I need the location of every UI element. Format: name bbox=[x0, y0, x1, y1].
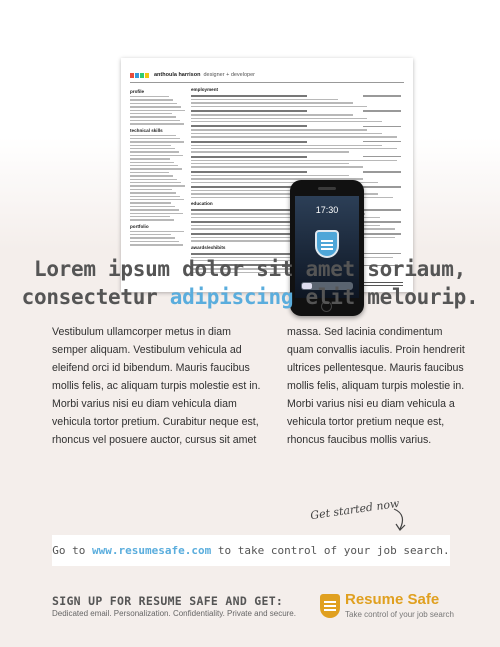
resume-header bbox=[130, 72, 255, 78]
resume-text-line bbox=[130, 199, 184, 200]
resume-text-line bbox=[130, 162, 174, 163]
resume-section-heading: portfolio bbox=[130, 223, 149, 229]
arrow-down-icon bbox=[390, 507, 412, 533]
resume-entry bbox=[191, 110, 401, 112]
resume-entry bbox=[191, 156, 401, 158]
resume-name: anthoula harrison bbox=[154, 72, 201, 78]
resume-text-line bbox=[130, 123, 184, 124]
resume-text-line bbox=[130, 141, 184, 142]
resume-text-line bbox=[130, 168, 182, 169]
logo-shield-icon bbox=[320, 594, 340, 618]
resume-text-line bbox=[130, 202, 171, 203]
color-block bbox=[135, 73, 139, 78]
resume-text-line bbox=[130, 110, 185, 111]
resume-text-line bbox=[191, 114, 353, 115]
resume-text-line bbox=[130, 241, 179, 242]
resume-text-line bbox=[130, 216, 170, 217]
resume-divider bbox=[130, 82, 404, 83]
body-column-right: massa. Sed lacinia condimentum quam convallis iaculis. Proin hendrerit ultrices pellentesque. Mauris faucibus mollis felis, aliquam turpis molestie in. Morbi varius nisi eu diam vehicula a vehicula tortor pretium neque est, rhoncus faucibus mollis varius. bbox=[287, 326, 465, 446]
website-link[interactable]: www.resumesafe.com bbox=[92, 544, 212, 557]
resume-text-line bbox=[130, 196, 180, 197]
resume-text-line bbox=[130, 213, 183, 214]
resume-text-line bbox=[130, 96, 169, 97]
resume-text-line bbox=[130, 209, 179, 210]
resume-text-line bbox=[191, 129, 367, 130]
go-text: to take control of your job search. bbox=[211, 544, 450, 557]
resume-safe-logo bbox=[320, 591, 454, 619]
resume-text-line bbox=[130, 237, 175, 238]
resume-text-line bbox=[191, 163, 349, 164]
resume-text-line bbox=[130, 158, 170, 159]
resume-left-column bbox=[130, 86, 186, 246]
resume-text-line bbox=[130, 179, 177, 180]
resume-section-heading: technical skills bbox=[130, 127, 163, 133]
resume-text-line bbox=[130, 175, 173, 176]
phone-time: 17:30 bbox=[315, 205, 339, 215]
resume-text-line bbox=[191, 102, 353, 103]
color-blocks bbox=[130, 73, 150, 78]
resume-text-line bbox=[191, 175, 349, 176]
go-banner bbox=[52, 535, 450, 566]
resume-text-line bbox=[130, 189, 172, 190]
resume-text-line bbox=[191, 133, 382, 134]
resume-text-line bbox=[130, 148, 175, 149]
resume-text-line bbox=[191, 106, 367, 107]
resume-text-line bbox=[191, 136, 397, 137]
resume-text-line bbox=[191, 148, 397, 149]
headline bbox=[0, 255, 500, 311]
resume-text-line bbox=[191, 118, 367, 119]
resume-text-line bbox=[191, 160, 397, 161]
resume-text-line bbox=[130, 103, 177, 104]
body-column-left: Vestibulum ullamcorper metus in diam semper aliquam. Vestibulum vehicula ad eleifend orci id bibendum. Mauris faucibus mollis felis, ac aliquam turpis molestie est in. Morbi varius nisi eu diam vehicula diam vehicula tortor pretium. Curabitur neque est, rhoncus vel posuere auctor, cursus sit amet bbox=[52, 326, 261, 446]
resume-text-line bbox=[130, 113, 172, 114]
resume-text-line bbox=[130, 135, 176, 136]
resume-text-line bbox=[130, 145, 171, 146]
resume-text-line bbox=[191, 151, 349, 152]
resume-text-line bbox=[130, 138, 180, 139]
resume-text-line bbox=[191, 99, 338, 100]
headline-text: elit melourip. bbox=[293, 285, 479, 309]
phone-speaker bbox=[318, 187, 336, 190]
resume-text-line bbox=[130, 172, 169, 173]
headline-accent: adipiscing bbox=[169, 285, 294, 309]
resume-text-line bbox=[130, 192, 176, 193]
resume-section-heading: awards/exhibits bbox=[191, 244, 226, 250]
resume-text-line bbox=[130, 234, 171, 235]
resume-text-line bbox=[130, 155, 183, 156]
resume-text-line bbox=[191, 166, 363, 167]
color-block bbox=[130, 73, 134, 78]
resume-entry bbox=[191, 171, 401, 173]
resume-text-line bbox=[130, 231, 184, 232]
headline-line-1: Lorem ipsum dolor sit amet soriaum, bbox=[33, 257, 466, 281]
resume-text-line bbox=[130, 206, 175, 207]
resume-text-line bbox=[130, 151, 179, 152]
logo-name: Resume Safe bbox=[345, 591, 440, 608]
resume-entry bbox=[191, 125, 401, 127]
resume-section-heading: employment bbox=[191, 87, 219, 92]
resume-entry bbox=[191, 95, 401, 97]
cta-title: SIGN UP FOR RESUME SAFE AND GET: bbox=[52, 594, 284, 608]
resume-text-line bbox=[130, 106, 181, 107]
resume-text-line bbox=[130, 120, 180, 121]
resume-entry bbox=[191, 141, 401, 143]
resume-text-line bbox=[130, 244, 183, 245]
shield-icon bbox=[315, 230, 339, 258]
get-started-note: Get started now bbox=[309, 496, 401, 523]
resume-text-line bbox=[130, 185, 185, 186]
resume-text-line bbox=[130, 182, 181, 183]
resume-text-line bbox=[191, 145, 382, 146]
resume-text-line bbox=[130, 116, 176, 117]
cta-subtitle: Dedicated email. Personalization. Confidentiality. Private and secure. bbox=[52, 609, 296, 618]
headline-line-2 bbox=[0, 283, 500, 311]
resume-text-line bbox=[191, 121, 382, 122]
color-block bbox=[140, 73, 144, 78]
color-block bbox=[145, 73, 149, 78]
resume-text-line bbox=[130, 219, 174, 220]
resume-text-line bbox=[130, 99, 173, 100]
headline-text: consectetur bbox=[21, 285, 170, 309]
logo-tagline: Take control of your job search bbox=[345, 610, 454, 619]
resume-section-heading: education bbox=[191, 201, 213, 207]
go-text: Go to bbox=[52, 544, 93, 557]
resume-section-heading: profile bbox=[130, 89, 145, 94]
resume-title: designer + developer bbox=[203, 72, 255, 78]
resume-text-line bbox=[130, 165, 178, 166]
